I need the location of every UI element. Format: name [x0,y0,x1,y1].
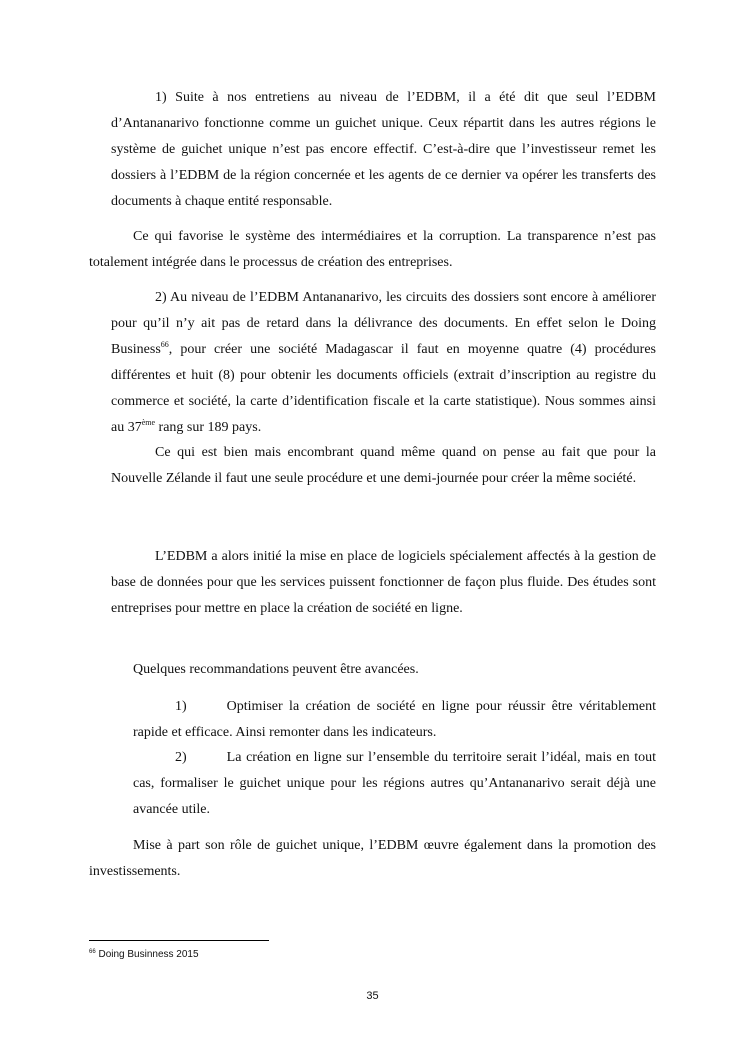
recommendation-item-2 [133,745,656,823]
ordinal-superscript: ème [141,418,156,427]
paragraph-promotion: Mise à part son rôle de guichet unique, l’EDBM œuvre également dans la promotion des investissements. [89,838,656,879]
recommendation-item-1 [133,694,656,746]
paragraph-text: rang sur 189 pays. [155,420,262,435]
paragraph-text: 2) Au niveau de l’EDBM Antananarivo, les circuits des dossiers sont encore à améliorer pour qu’il n’y ait pas de retard dans la délivrance des documents. En effet selon le Doing Business [111,290,656,357]
footnote-number: 66 [89,949,96,955]
recommendation-number: 1) [175,699,187,714]
footnote [89,948,489,962]
paragraph-circuits-dossiers [111,285,656,441]
footnote-text: Doing Businness 2015 [98,949,199,960]
paragraph-recommandations-intro: Quelques recommandations peuvent être avancées. [133,662,419,677]
paragraph-edbm-guichet: 1) Suite à nos entretiens au niveau de l’EDBM, il a été dit que seul l’EDBM d’Antananarivo fonctionne comme un guichet unique. Ceux répartit dans les autres régions le système de guichet unique n’est pas encore effectif. C’est-à-dire que l’investisseur remet les dossiers à l’EDBM de la région concernée et les agents de ce dernier va opérer les transferts des documents à chaque entité responsable. [111,90,656,209]
page-number: 35 [366,990,379,1002]
paragraph-intermediaires: Ce qui favorise le système des intermédiaires et la corruption. La transparence n’est pas totalement intégrée dans le processus de création des entreprises. [89,229,656,270]
footnote-separator [89,940,269,941]
paragraph-text: , pour créer une société Madagascar il faut en moyenne quatre (4) procédures différentes et huit (8) pour obtenir les documents officiels (extrait d’inscription au registre du commerce et société, la carte d’identification fiscale et la carte statistique). Nous sommes ainsi au 37 [111,342,656,435]
recommendation-number: 2) [175,750,187,765]
recommendation-text: Optimiser la création de société en ligne pour réussir être véritablement rapide et efficace. Ainsi remonter dans les indicateurs. [133,699,656,740]
paragraph-nouvelle-zelande: Ce qui est bien mais encombrant quand même quand on pense au fait que pour la Nouvelle Zélande il faut une seule procédure et une demi-journée pour créer la même société. [111,445,656,486]
recommendation-text: La création en ligne sur l’ensemble du territoire serait l’idéal, mais en tout cas, formaliser le guichet unique pour les régions autres qu’Antananarivo serait déjà une avancée utile. [133,750,656,817]
paragraph-logiciels: L’EDBM a alors initié la mise en place de logiciels spécialement affectés à la gestion de base de données pour que les services puissent fonctionner de façon plus fluide. Des études sont entreprises pour mettre en place la création de société en ligne. [111,549,656,616]
footnote-reference[interactable]: 66 [160,340,169,349]
